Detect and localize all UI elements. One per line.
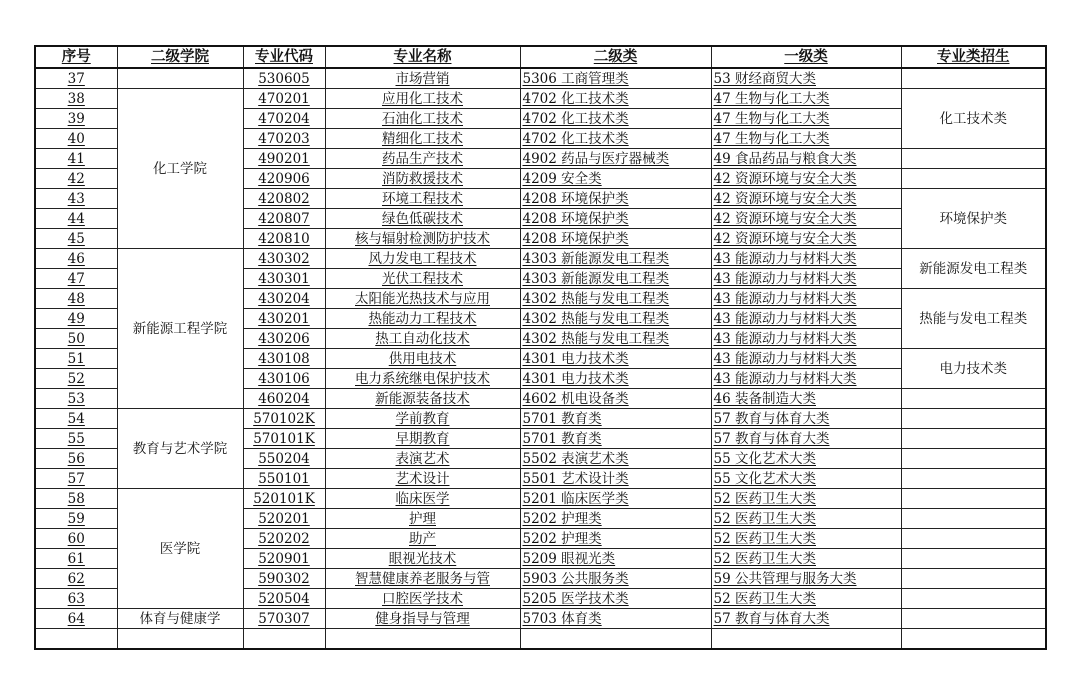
major-name: 光伏工程技术 — [325, 269, 520, 289]
major-code: 430301 — [243, 269, 325, 289]
major-name: 电力系统继电保护技术 — [325, 369, 520, 389]
header-cell: 专业代码 — [243, 46, 325, 68]
major-code: 420906 — [243, 169, 325, 189]
row-number: 38 — [35, 89, 117, 109]
row-number: 58 — [35, 489, 117, 509]
major-code: 430302 — [243, 249, 325, 269]
college-cell: 化工学院 — [117, 89, 243, 249]
major-name: 核与辐射检测防护技术 — [325, 229, 520, 249]
secondary-category: 4208 环境保护类 — [520, 229, 711, 249]
major-name: 智慧健康养老服务与管 — [325, 569, 520, 589]
primary-category: 47 生物与化工大类 — [711, 109, 901, 129]
secondary-category: 5202 护理类 — [520, 529, 711, 549]
secondary-category: 4303 新能源发电工程类 — [520, 269, 711, 289]
row-number: 50 — [35, 329, 117, 349]
secondary-category: 4902 药品与医疗器械类 — [520, 149, 711, 169]
recruit-category: 化工技术类 — [901, 89, 1046, 149]
college-cell: 新能源工程学院 — [117, 249, 243, 409]
primary-category: 43 能源动力与材料大类 — [711, 349, 901, 369]
major-name: 应用化工技术 — [325, 89, 520, 109]
secondary-category: 4702 化工技术类 — [520, 129, 711, 149]
primary-category: 59 公共管理与服务大类 — [711, 569, 901, 589]
college-cell — [117, 68, 243, 89]
major-code: 460204 — [243, 389, 325, 409]
secondary-category: 5209 眼视光类 — [520, 549, 711, 569]
major-table — [34, 45, 1047, 650]
blank-cell — [117, 629, 243, 650]
major-name: 热能动力工程技术 — [325, 309, 520, 329]
secondary-category: 4702 化工技术类 — [520, 89, 711, 109]
blank-cell — [325, 629, 520, 650]
major-code: 570307 — [243, 609, 325, 629]
row-number: 52 — [35, 369, 117, 389]
table-row — [35, 409, 1046, 429]
primary-category: 43 能源动力与材料大类 — [711, 309, 901, 329]
major-name: 眼视光技术 — [325, 549, 520, 569]
table-body — [35, 68, 1046, 649]
major-code: 470201 — [243, 89, 325, 109]
major-name: 精细化工技术 — [325, 129, 520, 149]
recruit-category — [901, 169, 1046, 189]
secondary-category: 5205 医学技术类 — [520, 589, 711, 609]
recruit-category — [901, 389, 1046, 409]
major-code: 530605 — [243, 68, 325, 89]
major-code: 420810 — [243, 229, 325, 249]
secondary-category: 4302 热能与发电工程类 — [520, 329, 711, 349]
major-code: 430206 — [243, 329, 325, 349]
major-code: 490201 — [243, 149, 325, 169]
major-name: 市场营销 — [325, 68, 520, 89]
primary-category: 42 资源环境与安全大类 — [711, 229, 901, 249]
secondary-category: 4208 环境保护类 — [520, 189, 711, 209]
header-row — [35, 46, 1046, 68]
major-name: 热工自动化技术 — [325, 329, 520, 349]
secondary-category: 5703 体育类 — [520, 609, 711, 629]
secondary-category: 5202 护理类 — [520, 509, 711, 529]
primary-category: 49 食品药品与粮食大类 — [711, 149, 901, 169]
major-code: 420802 — [243, 189, 325, 209]
major-name: 新能源装备技术 — [325, 389, 520, 409]
secondary-category: 5501 艺术设计类 — [520, 469, 711, 489]
secondary-category: 5306 工商管理类 — [520, 68, 711, 89]
primary-category: 43 能源动力与材料大类 — [711, 289, 901, 309]
college-cell: 医学院 — [117, 489, 243, 609]
recruit-category — [901, 429, 1046, 449]
row-number: 57 — [35, 469, 117, 489]
row-number: 45 — [35, 229, 117, 249]
blank-row — [35, 629, 1046, 650]
table-row — [35, 249, 1046, 269]
major-name: 护理 — [325, 509, 520, 529]
blank-cell — [520, 629, 711, 650]
row-number: 62 — [35, 569, 117, 589]
header-cell: 序号 — [35, 46, 117, 68]
major-name: 药品生产技术 — [325, 149, 520, 169]
header-cell: 专业名称 — [325, 46, 520, 68]
header-cell: 一级类 — [711, 46, 901, 68]
secondary-category: 4209 安全类 — [520, 169, 711, 189]
row-number: 54 — [35, 409, 117, 429]
major-name: 表演艺术 — [325, 449, 520, 469]
primary-category: 42 资源环境与安全大类 — [711, 209, 901, 229]
major-code: 430201 — [243, 309, 325, 329]
major-name: 早期教育 — [325, 429, 520, 449]
secondary-category: 5201 临床医学类 — [520, 489, 711, 509]
table-row — [35, 68, 1046, 89]
major-name: 艺术设计 — [325, 469, 520, 489]
secondary-category: 4702 化工技术类 — [520, 109, 711, 129]
row-number: 48 — [35, 289, 117, 309]
recruit-category — [901, 149, 1046, 169]
primary-category: 57 教育与体育大类 — [711, 609, 901, 629]
primary-category: 42 资源环境与安全大类 — [711, 169, 901, 189]
major-code: 420807 — [243, 209, 325, 229]
row-number: 47 — [35, 269, 117, 289]
primary-category: 47 生物与化工大类 — [711, 89, 901, 109]
recruit-category — [901, 609, 1046, 629]
major-name: 太阳能光热技术与应用 — [325, 289, 520, 309]
primary-category: 53 财经商贸大类 — [711, 68, 901, 89]
row-number: 43 — [35, 189, 117, 209]
secondary-category: 4301 电力技术类 — [520, 369, 711, 389]
row-number: 49 — [35, 309, 117, 329]
major-code: 430106 — [243, 369, 325, 389]
secondary-category: 5701 教育类 — [520, 409, 711, 429]
row-number: 64 — [35, 609, 117, 629]
recruit-category — [901, 529, 1046, 549]
row-number: 40 — [35, 129, 117, 149]
major-code: 470203 — [243, 129, 325, 149]
recruit-category: 电力技术类 — [901, 349, 1046, 389]
major-name: 环境工程技术 — [325, 189, 520, 209]
secondary-category: 4301 电力技术类 — [520, 349, 711, 369]
primary-category: 42 资源环境与安全大类 — [711, 189, 901, 209]
recruit-category — [901, 489, 1046, 509]
recruit-category — [901, 549, 1046, 569]
secondary-category: 5502 表演艺术类 — [520, 449, 711, 469]
row-number: 44 — [35, 209, 117, 229]
recruit-category: 热能与发电工程类 — [901, 289, 1046, 349]
primary-category: 47 生物与化工大类 — [711, 129, 901, 149]
row-number: 53 — [35, 389, 117, 409]
major-name: 助产 — [325, 529, 520, 549]
major-code: 550204 — [243, 449, 325, 469]
secondary-category: 4602 机电设备类 — [520, 389, 711, 409]
row-number: 51 — [35, 349, 117, 369]
major-code: 520101K — [243, 489, 325, 509]
major-name: 健身指导与管理 — [325, 609, 520, 629]
primary-category: 52 医药卫生大类 — [711, 529, 901, 549]
recruit-category — [901, 509, 1046, 529]
major-code: 550101 — [243, 469, 325, 489]
major-code: 430204 — [243, 289, 325, 309]
major-code: 470204 — [243, 109, 325, 129]
blank-cell — [711, 629, 901, 650]
major-code: 570102K — [243, 409, 325, 429]
primary-category: 43 能源动力与材料大类 — [711, 329, 901, 349]
row-number: 59 — [35, 509, 117, 529]
row-number: 55 — [35, 429, 117, 449]
header-cell: 专业类招生 — [901, 46, 1046, 68]
primary-category: 57 教育与体育大类 — [711, 429, 901, 449]
row-number: 63 — [35, 589, 117, 609]
secondary-category: 5903 公共服务类 — [520, 569, 711, 589]
row-number: 56 — [35, 449, 117, 469]
secondary-category: 4208 环境保护类 — [520, 209, 711, 229]
primary-category: 43 能源动力与材料大类 — [711, 249, 901, 269]
major-name: 石油化工技术 — [325, 109, 520, 129]
primary-category: 52 医药卫生大类 — [711, 509, 901, 529]
header-cell: 二级类 — [520, 46, 711, 68]
recruit-category — [901, 449, 1046, 469]
recruit-category: 新能源发电工程类 — [901, 249, 1046, 289]
table-row — [35, 609, 1046, 629]
major-name: 绿色低碳技术 — [325, 209, 520, 229]
major-name: 临床医学 — [325, 489, 520, 509]
college-cell: 教育与艺术学院 — [117, 409, 243, 489]
primary-category: 43 能源动力与材料大类 — [711, 269, 901, 289]
secondary-category: 5701 教育类 — [520, 429, 711, 449]
row-number: 42 — [35, 169, 117, 189]
major-code: 590302 — [243, 569, 325, 589]
major-code: 520504 — [243, 589, 325, 609]
blank-cell — [901, 629, 1046, 650]
header-cell: 二级学院 — [117, 46, 243, 68]
major-code: 520901 — [243, 549, 325, 569]
row-number: 61 — [35, 549, 117, 569]
row-number: 60 — [35, 529, 117, 549]
major-code: 520201 — [243, 509, 325, 529]
recruit-category — [901, 589, 1046, 609]
recruit-category — [901, 469, 1046, 489]
major-code: 430108 — [243, 349, 325, 369]
major-name: 风力发电工程技术 — [325, 249, 520, 269]
row-number: 46 — [35, 249, 117, 269]
table-row — [35, 489, 1046, 509]
blank-cell — [35, 629, 117, 650]
secondary-category: 4302 热能与发电工程类 — [520, 289, 711, 309]
major-name: 口腔医学技术 — [325, 589, 520, 609]
major-name: 学前教育 — [325, 409, 520, 429]
primary-category: 55 文化艺术大类 — [711, 449, 901, 469]
recruit-category: 环境保护类 — [901, 189, 1046, 249]
major-name: 消防救援技术 — [325, 169, 520, 189]
primary-category: 52 医药卫生大类 — [711, 589, 901, 609]
row-number: 41 — [35, 149, 117, 169]
secondary-category: 4303 新能源发电工程类 — [520, 249, 711, 269]
recruit-category — [901, 409, 1046, 429]
major-code: 570101K — [243, 429, 325, 449]
row-number: 37 — [35, 68, 117, 89]
secondary-category: 4302 热能与发电工程类 — [520, 309, 711, 329]
blank-cell — [243, 629, 325, 650]
table-row — [35, 89, 1046, 109]
recruit-category — [901, 68, 1046, 89]
row-number: 39 — [35, 109, 117, 129]
recruit-category — [901, 569, 1046, 589]
major-code: 520202 — [243, 529, 325, 549]
primary-category: 46 装备制造大类 — [711, 389, 901, 409]
primary-category: 55 文化艺术大类 — [711, 469, 901, 489]
primary-category: 43 能源动力与材料大类 — [711, 369, 901, 389]
college-cell: 体育与健康学 — [117, 609, 243, 629]
primary-category: 52 医药卫生大类 — [711, 549, 901, 569]
primary-category: 52 医药卫生大类 — [711, 489, 901, 509]
primary-category: 57 教育与体育大类 — [711, 409, 901, 429]
major-name: 供用电技术 — [325, 349, 520, 369]
